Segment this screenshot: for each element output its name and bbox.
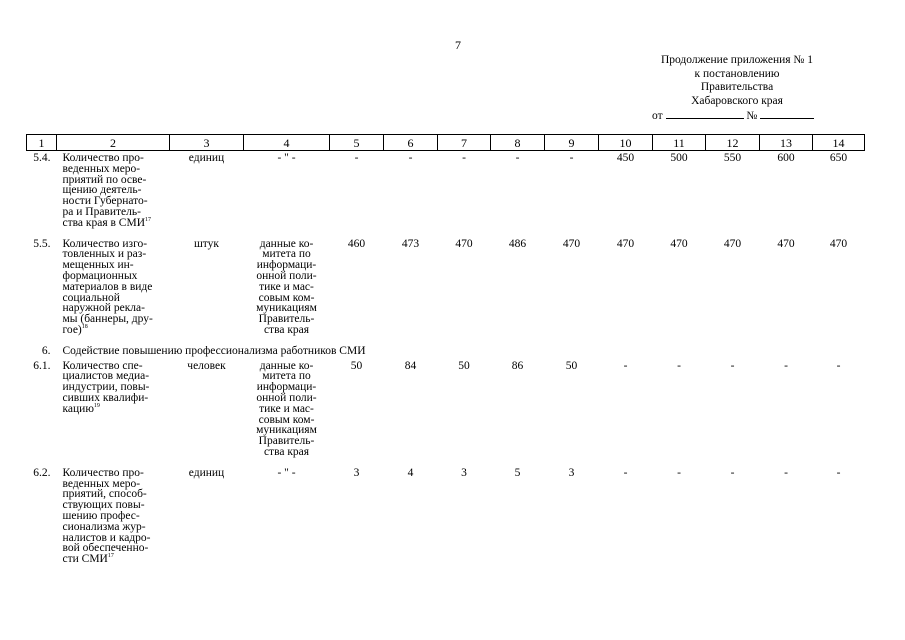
footnote-ref: 19 [93,402,100,409]
column-header: 2 [57,135,170,151]
name-line [63,325,169,336]
name-line: товленных и раз- [62,248,147,261]
value-cell: 50 [458,359,470,372]
value-cell: - [462,152,466,164]
name-line: Количество изго- [62,237,148,250]
unit: штук [193,237,220,250]
name-line: мы (баннеры, дру- [62,313,153,326]
name-line: наружной рекла- [62,302,145,315]
date-blank [666,108,744,119]
name-line: мещенных ин- [62,259,134,272]
column-header: 6 [384,135,438,151]
row-number: 6.2. [33,466,51,479]
value-cell: - [408,152,413,164]
header-line-1: Продолжение приложения № 1 [660,54,814,66]
value-cell: 470 [723,237,742,250]
source-line: митета по [262,370,311,383]
value-cell: 5 [514,466,521,479]
indicator-name [57,359,170,466]
value-cell: 3 [568,466,575,479]
row-number: 6.1. [33,359,51,372]
name-line-text: кацию [62,402,94,415]
source-line: ства края [263,323,310,336]
data-source [244,237,330,344]
source-line: онной поли- [256,269,317,282]
value-cell: 473 [401,237,420,250]
value-cell: - [569,152,574,164]
header-line-2: к постановлению [694,67,780,80]
value-cell: 3 [461,466,467,479]
value-cell: - [677,466,681,479]
name-line: шению профес- [62,509,140,522]
source-line: тике и мас- [259,280,314,293]
name-line: вой обеспеченно- [62,542,149,555]
source-line: информаци- [256,381,317,394]
value-cell: - [623,466,628,479]
unit: единиц [188,152,225,164]
from-label: от [652,110,663,123]
source-line: информаци- [256,259,317,272]
data-source [244,466,330,573]
source-line: совым ком- [258,413,315,426]
source-line: данные ко- [259,237,314,250]
header-line-3: Правительства [700,81,774,94]
value-cell: 460 [347,237,366,250]
row-number: 5.5. [33,237,51,250]
name-line: циалистов медиа- [62,370,150,383]
value-cell: 50 [350,359,363,372]
appendix-header [644,54,830,124]
indicator-name [57,466,170,573]
column-header: 7 [438,135,491,151]
section-title: Содействие повышению профессионализма работников СМИ [62,344,366,357]
source-line: Правитель- [258,435,315,448]
value-cell: 3 [353,466,360,479]
column-header: 4 [244,135,330,151]
indicator-name [57,237,170,344]
value-cell: 4 [407,466,414,479]
name-line [63,554,169,565]
value-cell: 84 [404,359,417,372]
name-line: приятий по осве- [62,173,147,186]
page-number: 7 [455,38,461,52]
name-line: налистов и кадро- [62,531,151,544]
source-line: - " - [277,466,296,479]
column-header: 10 [599,135,653,151]
value-cell: - [677,359,681,372]
value-cell: - [623,359,628,372]
value-cell: 470 [455,237,473,250]
name-line: веденных меро- [62,477,141,490]
value-cell: - [354,152,359,164]
value-cell: 86 [511,359,524,372]
column-header: 13 [760,135,813,151]
section-number: 6. [41,344,51,357]
value-cell: 650 [829,152,848,164]
name-line: ра и Правитель- [62,205,141,218]
name-line: формационных [62,269,138,282]
table-row [27,466,865,573]
indicators-table [26,134,865,573]
column-header: 1 [27,135,57,151]
value-cell: 600 [777,152,795,164]
data-source [244,151,330,237]
source-line: данные ко- [259,359,314,372]
source-line: совым ком- [258,291,315,304]
section-row [27,344,865,359]
value-cell: - [836,359,841,372]
column-header: 9 [545,135,599,151]
column-header: 5 [330,135,384,151]
name-line-text: гое) [62,323,82,336]
value-cell: - [784,359,788,372]
name-line: социальной [62,291,120,304]
name-line: индустрии, повы- [62,381,150,394]
value-cell: - [515,152,520,164]
source-line: - " - [277,152,296,164]
value-cell: 470 [670,237,688,250]
source-line: муникациям [256,302,317,315]
name-line: щению деятель- [62,184,142,197]
data-source [244,359,330,466]
number-blank [760,108,814,119]
header-line-4: Хабаровского края [691,94,783,107]
column-header: 12 [706,135,760,151]
name-line: сивших квалифи- [62,391,149,404]
number-label: № [746,110,758,123]
value-cell: - [784,466,788,479]
unit: единиц [188,466,225,479]
name-line: Количество про- [62,466,144,479]
value-cell: 50 [565,359,578,372]
table-row [27,151,865,237]
source-line: митета по [262,248,311,261]
source-line: ства края [263,445,310,458]
column-header: 14 [813,135,865,151]
column-header: 8 [491,135,545,151]
value-cell: 470 [562,237,581,250]
value-cell: 486 [508,237,527,250]
name-line: веденных меро- [62,162,141,175]
column-header: 3 [170,135,244,151]
name-line: ности Губернато- [62,195,148,208]
name-line: Количество про- [62,152,144,164]
source-line: тике и мас- [259,402,314,415]
table-row [27,237,865,344]
value-cell: - [836,466,841,479]
name-line [63,218,169,229]
name-line: материалов в виде [62,280,153,293]
source-line: онной поли- [256,391,317,404]
column-header: 11 [653,135,706,151]
source-line: Правитель- [258,313,315,326]
value-cell: - [730,466,735,479]
name-line: ствующих повы- [62,499,145,512]
footnote-ref: 17 [145,216,151,223]
name-line-text: сти СМИ [62,553,108,566]
value-cell: 470 [616,237,635,250]
name-line-text: ства края в СМИ [62,216,145,229]
value-cell: 470 [829,237,848,250]
source-line: муникациям [256,424,317,437]
name-line: приятий, способ- [62,488,147,501]
header-date-number-line [644,108,830,124]
row-number: 5.4. [33,152,51,164]
name-line [63,404,169,415]
footnote-ref: 18 [81,324,88,331]
indicator-name [57,151,170,237]
value-cell: 450 [616,152,635,164]
unit: человек [187,359,226,372]
name-line: Количество спе- [62,359,143,372]
column-number-row [27,135,865,151]
table-row [27,359,865,466]
value-cell: 470 [777,237,795,250]
footnote-ref: 17 [107,553,114,560]
value-cell: 550 [723,152,742,164]
value-cell: - [730,359,735,372]
value-cell: 500 [670,152,688,164]
name-line: сионализма жур- [62,520,146,533]
